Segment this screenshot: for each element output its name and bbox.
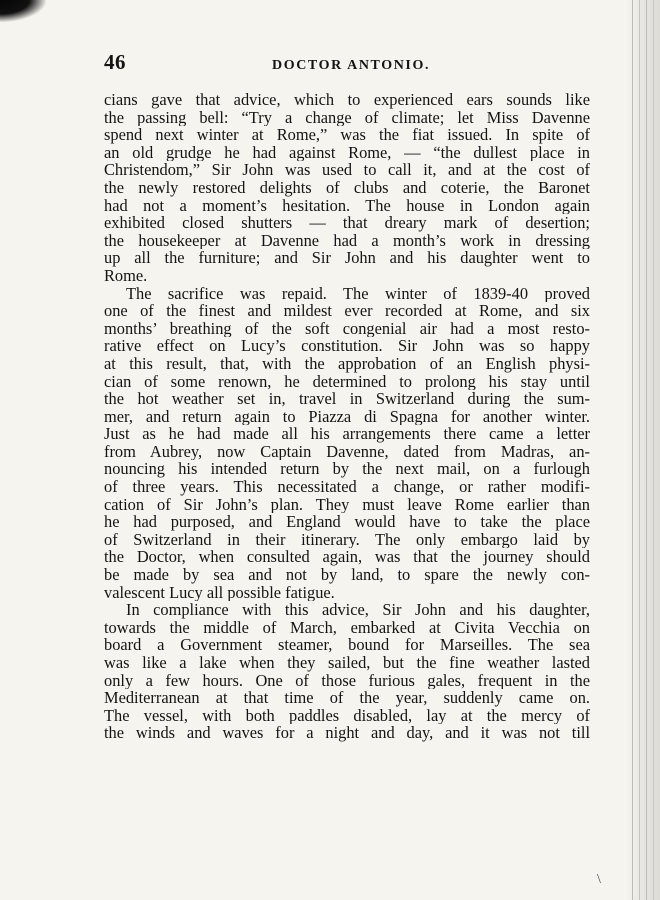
text-line: cation of Sir John’s plan. They must leave Rome earlier than <box>104 495 590 514</box>
running-head: DOCTOR ANTONIO. <box>272 58 431 73</box>
text-line: the newly restored delights of clubs and coterie, the Baronet <box>104 178 590 197</box>
text-line: Just as he had made all his arrangements there came a letter <box>104 425 590 443</box>
text-line: one of the finest and mildest ever recorded at Rome, and six <box>104 302 590 320</box>
text-line: an old grudge he had against Rome, — “the dullest place in <box>104 143 590 162</box>
text-line: the hot weather set in, travel in Switzerland during the sum- <box>104 390 590 408</box>
text-line: be made by sea and not by land, to spare the newly con- <box>104 566 590 584</box>
text-line: of three years. This necessitated a change, or rather modifi- <box>104 478 590 496</box>
body-text <box>104 91 590 742</box>
text-line: only a few hours. One of those furious gales, frequent in the <box>104 671 590 690</box>
text-line: board a Government steamer, bound for Marseilles. The sea <box>104 636 590 654</box>
text-line: he had purposed, and England would have to take the place <box>104 513 590 531</box>
text-line: Christendom,” Sir John was used to call it, and at the cost of <box>104 161 590 179</box>
paragraph <box>104 285 590 602</box>
text-line: had not a moment’s hesitation. The house in London again <box>104 196 590 215</box>
paragraph <box>104 601 590 742</box>
text-line: The sacrifice was repaid. The winter of 1839-40 proved <box>126 284 590 303</box>
text-line: from Aubrey, now Captain Davenne, dated from Madras, an- <box>104 442 590 461</box>
text-line: Rome. <box>104 266 148 285</box>
text-line: valescent Lucy all possible fatigue. <box>104 583 335 602</box>
text-line: the housekeeper at Davenne had a month’s work in dressing <box>104 231 590 250</box>
text-line: nouncing his intended return by the next mail, on a furlough <box>104 460 590 479</box>
text-line: rative effect on Lucy’s constitution. Sir John was so happy <box>104 337 590 355</box>
text-line: Mediterranean at that time of the year, suddenly came on. <box>104 689 590 707</box>
text-line: mer, and return again to Piazza di Spagna for another winter. <box>104 407 590 426</box>
text-line: cian of some renown, he determined to prolong his stay until <box>104 372 590 391</box>
page-header <box>104 50 590 78</box>
text-line: the winds and waves for a night and day, and it was not till <box>104 724 590 742</box>
text-line: towards the middle of March, embarked at Civita Vecchia on <box>104 618 590 637</box>
text-line: cians gave that advice, which to experienced ears sounds like <box>104 91 590 109</box>
margin-mark: \ <box>597 872 601 887</box>
text-line: exhibited closed shutters — that dreary mark of desertion; <box>104 214 590 232</box>
text-line: In compliance with this advice, Sir John and his daughter, <box>126 601 590 619</box>
page-edge <box>626 0 660 900</box>
text-line: months’ breathing of the soft congenial air had a most resto- <box>104 319 590 338</box>
text-line: the Doctor, when consulted again, was that the journey should <box>104 548 590 567</box>
text-line: The vessel, with both paddles disabled, lay at the mercy of <box>104 706 590 725</box>
text-line: at this result, that, with the approbation of an English physi- <box>104 354 590 373</box>
text-line: the passing bell: “Try a change of climate; let Miss Davenne <box>104 108 590 127</box>
text-line: was like a lake when they sailed, but the fine weather lasted <box>104 654 590 672</box>
text-line: of Switzerland in their itinerary. The only embargo laid by <box>104 530 590 549</box>
paragraph <box>104 91 590 285</box>
page-number: 46 <box>104 50 126 74</box>
text-line: up all the furniture; and Sir John and his daughter went to <box>104 249 590 267</box>
scan-corner-shadow <box>0 0 46 22</box>
text-line: spend next winter at Rome,” was the fiat issued. In spite of <box>104 126 590 144</box>
